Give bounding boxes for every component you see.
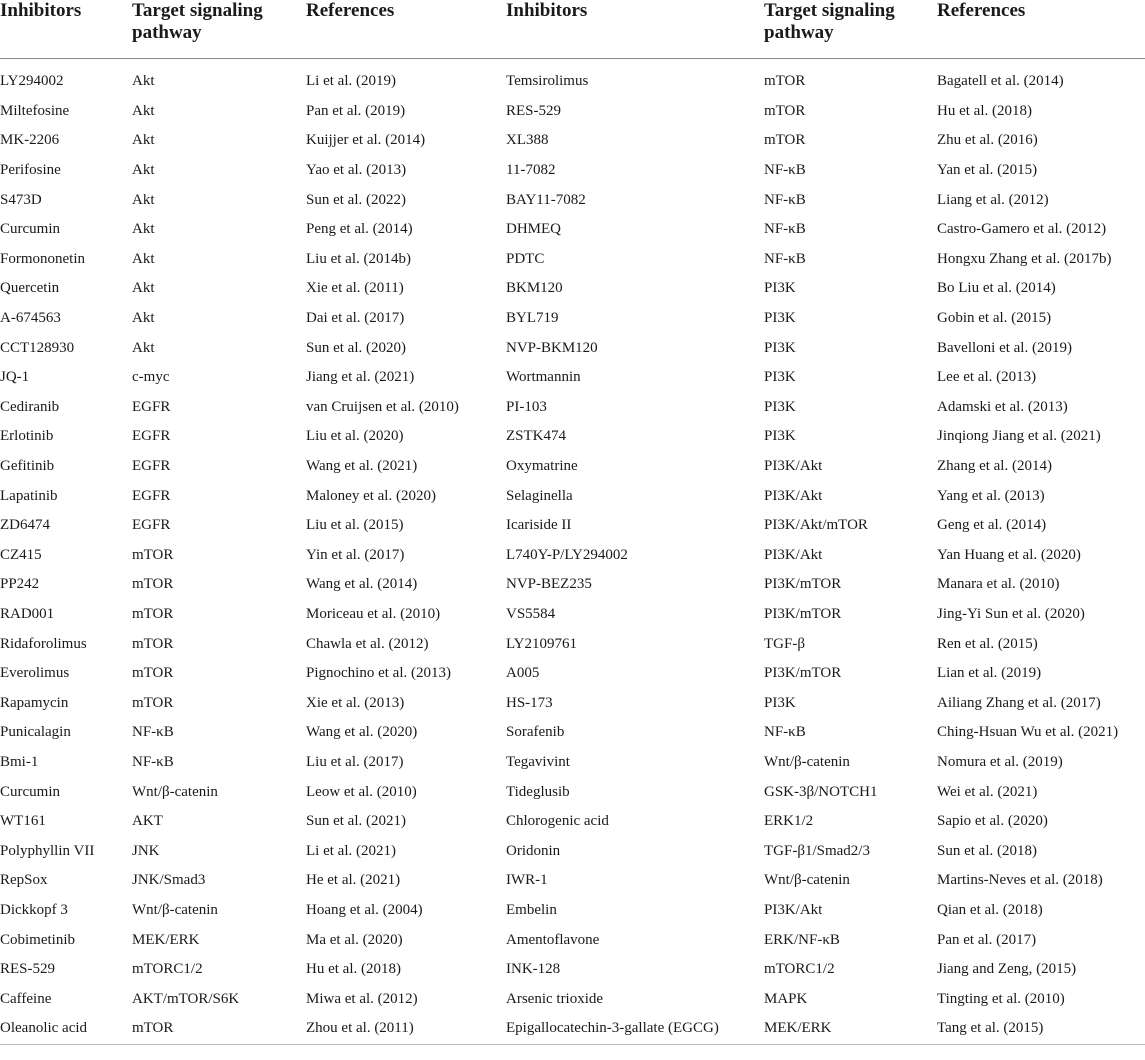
table-row: [0, 126, 1145, 156]
table-body: [0, 59, 1145, 1045]
inhibitor-cell: RAD001: [0, 605, 55, 622]
table-row: [0, 688, 1145, 718]
table-row: [0, 422, 1145, 452]
reference-cell: Jiang and Zeng, (2015): [937, 961, 1077, 978]
pathway-cell: NF-κB: [764, 191, 806, 208]
pathway-cell: PI3K: [764, 280, 796, 297]
reference-cell: van Cruijsen et al. (2010): [306, 398, 459, 415]
reference-cell: Gobin et al. (2015): [937, 310, 1052, 327]
inhibitor-cell: Polyphyllin VII: [0, 842, 95, 859]
inhibitor-cell: CZ415: [0, 546, 42, 563]
reference-cell: Sun et al. (2021): [306, 813, 406, 830]
inhibitor-cell: Oridonin: [506, 842, 561, 859]
reference-cell: Wang et al. (2014): [306, 576, 418, 593]
inhibitor-cell: LY2109761: [506, 635, 577, 652]
table-row: [0, 274, 1145, 304]
inhibitor-cell: Embelin: [506, 901, 557, 918]
pathway-cell: Akt: [132, 162, 155, 179]
pathway-cell: MEK/ERK: [764, 1014, 937, 1044]
pathway-cell: Wnt/β-catenin: [764, 872, 850, 889]
inhibitor-cell: Curcumin: [0, 221, 60, 238]
inhibitor-cell: NVP-BKM120: [506, 339, 598, 356]
inhibitor-cell: Formononetin: [0, 250, 85, 267]
reference-cell: Zhu et al. (2016): [937, 132, 1038, 149]
reference-cell: Tang et al. (2015): [937, 1014, 1145, 1044]
inhibitor-cell: Lapatinib: [0, 487, 58, 504]
inhibitor-cell: Perifosine: [0, 162, 61, 179]
pathway-cell: mTOR: [764, 102, 806, 119]
inhibitor-cell: Tegavivint: [506, 753, 570, 770]
inhibitor-cell: IWR-1: [506, 872, 548, 889]
pathway-cell: mTOR: [764, 132, 806, 149]
reference-cell: Pignochino et al. (2013): [306, 665, 451, 682]
reference-cell: Lee et al. (2013): [937, 369, 1037, 386]
inhibitor-cell: NVP-BEZ235: [506, 576, 592, 593]
pathway-cell: Akt: [132, 102, 155, 119]
inhibitor-cell: LY294002: [0, 73, 64, 90]
reference-cell: Miwa et al. (2012): [306, 990, 418, 1007]
table-row: [0, 836, 1145, 866]
inhibitor-cell: Cediranib: [0, 398, 60, 415]
pathway-cell: mTOR: [132, 605, 174, 622]
pathway-cell: NF-κB: [764, 162, 806, 179]
inhibitor-cell: JQ-1: [0, 369, 30, 386]
header-inhibitors-2: Inhibitors: [506, 0, 764, 59]
reference-cell: He et al. (2021): [306, 872, 401, 889]
table-row: [0, 955, 1145, 985]
pathway-cell: Akt: [132, 310, 155, 327]
table-row: [0, 481, 1145, 511]
pathway-cell: Akt: [132, 191, 155, 208]
inhibitor-cell: Caffeine: [0, 990, 52, 1007]
reference-cell: Nomura et al. (2019): [937, 753, 1063, 770]
pathway-cell: NF-κB: [764, 221, 806, 238]
table-row: [0, 363, 1145, 393]
reference-cell: Manara et al. (2010): [937, 576, 1060, 593]
pathway-cell: AKT: [132, 813, 163, 830]
table-row: [0, 1014, 1145, 1044]
pathway-cell: PI3K/Akt: [764, 546, 823, 563]
reference-cell: Martins-Neves et al. (2018): [937, 872, 1103, 889]
inhibitor-cell: Temsirolimus: [506, 73, 589, 90]
reference-cell: Liu et al. (2015): [306, 517, 404, 534]
reference-cell: Geng et al. (2014): [937, 517, 1047, 534]
inhibitor-cell: BAY11-7082: [506, 191, 586, 208]
pathway-cell: mTOR: [132, 546, 174, 563]
reference-cell: Li et al. (2021): [306, 842, 396, 859]
reference-cell: Pan et al. (2017): [937, 931, 1037, 948]
table-row: [0, 393, 1145, 423]
pathway-cell: ERK/NF-κB: [764, 931, 840, 948]
reference-cell: Sun et al. (2022): [306, 191, 406, 208]
pathway-cell: JNK/Smad3: [132, 872, 206, 889]
pathway-cell: PI3K: [764, 428, 796, 445]
reference-cell: Bagatell et al. (2014): [937, 73, 1064, 90]
inhibitor-cell: Arsenic trioxide: [506, 990, 604, 1007]
pathway-cell: PI3K/mTOR: [764, 665, 842, 682]
pathway-cell: PI3K/mTOR: [764, 605, 842, 622]
pathway-cell: Akt: [132, 339, 155, 356]
reference-cell: Wei et al. (2021): [937, 783, 1038, 800]
inhibitor-cell: Selaginella: [506, 487, 573, 504]
pathway-cell: NF-κB: [764, 724, 806, 741]
inhibitor-cell: RES-529: [0, 961, 56, 978]
table-row: [0, 304, 1145, 334]
pathway-cell: PI3K: [764, 310, 796, 327]
inhibitor-cell: Amentoflavone: [506, 931, 600, 948]
table-row: [0, 541, 1145, 571]
pathway-cell: PI3K/Akt: [764, 458, 823, 475]
pathway-cell: c-myc: [132, 369, 170, 386]
inhibitor-cell: RES-529: [506, 102, 562, 119]
pathway-cell: NF-κB: [132, 724, 174, 741]
pathway-cell: PI3K/Akt: [764, 487, 823, 504]
pathway-cell: Wnt/β-catenin: [132, 783, 218, 800]
header-row: [0, 0, 1145, 59]
reference-cell: Wang et al. (2021): [306, 458, 418, 475]
inhibitor-cell: ZD6474: [0, 517, 50, 534]
reference-cell: Liu et al. (2014b): [306, 250, 411, 267]
pathway-cell: ERK1/2: [764, 813, 814, 830]
pathway-cell: PI3K/mTOR: [764, 576, 842, 593]
inhibitor-cell: S473D: [0, 191, 42, 208]
table-row: [0, 718, 1145, 748]
inhibitor-cell: PDTC: [506, 250, 545, 267]
pathway-cell: mTOR: [132, 635, 174, 652]
pathway-cell: JNK: [132, 842, 160, 859]
reference-cell: Wang et al. (2020): [306, 724, 418, 741]
reference-cell: Zhou et al. (2011): [306, 1014, 506, 1044]
table-row: [0, 570, 1145, 600]
pathway-cell: TGF-β: [764, 635, 805, 652]
inhibitor-cell: Curcumin: [0, 783, 60, 800]
inhibitor-cell: L740Y-P/LY294002: [506, 546, 628, 563]
table-row: [0, 925, 1145, 955]
pathway-cell: NF-κB: [132, 753, 174, 770]
pathway-cell: mTORC1/2: [764, 961, 835, 978]
reference-cell: Ching-Hsuan Wu et al. (2021): [937, 724, 1119, 741]
pathway-cell: Wnt/β-catenin: [132, 901, 218, 918]
inhibitor-cell: MK-2206: [0, 132, 60, 149]
reference-cell: Yin et al. (2017): [306, 546, 405, 563]
reference-cell: Lian et al. (2019): [937, 665, 1042, 682]
reference-cell: Peng et al. (2014): [306, 221, 413, 238]
pathway-cell: PI3K: [764, 398, 796, 415]
reference-cell: Bavelloni et al. (2019): [937, 339, 1072, 356]
inhibitor-cell: RepSox: [0, 872, 48, 889]
reference-cell: Kuijjer et al. (2014): [306, 132, 426, 149]
table-row: [0, 452, 1145, 482]
inhibitor-cell: HS-173: [506, 694, 553, 711]
inhibitor-cell: Gefitinib: [0, 458, 55, 475]
inhibitor-cell: Sorafenib: [506, 724, 565, 741]
reference-cell: Jiang et al. (2021): [306, 369, 415, 386]
reference-cell: Hu et al. (2018): [937, 102, 1032, 119]
reference-cell: Yang et al. (2013): [937, 487, 1045, 504]
reference-cell: Hongxu Zhang et al. (2017b): [937, 250, 1112, 267]
reference-cell: Qian et al. (2018): [937, 901, 1043, 918]
pathway-cell: GSK-3β/NOTCH1: [764, 783, 878, 800]
reference-cell: Dai et al. (2017): [306, 310, 405, 327]
table-row: [0, 748, 1145, 778]
inhibitor-cell: Rapamycin: [0, 694, 69, 711]
reference-cell: Sapio et al. (2020): [937, 813, 1048, 830]
reference-cell: Chawla et al. (2012): [306, 635, 429, 652]
pathway-cell: EGFR: [132, 428, 171, 445]
inhibitor-cell: ZSTK474: [506, 428, 566, 445]
pathway-cell: Akt: [132, 73, 155, 90]
reference-cell: Ma et al. (2020): [306, 931, 403, 948]
header-target-pathway-2: Target signaling pathway: [764, 0, 937, 59]
pathway-cell: PI3K: [764, 369, 796, 386]
inhibitor-cell: Punicalagin: [0, 724, 71, 741]
pathway-cell: Akt: [132, 250, 155, 267]
reference-cell: Pan et al. (2019): [306, 102, 406, 119]
pathway-cell: TGF-β1/Smad2/3: [764, 842, 870, 859]
inhibitor-cell: VS5584: [506, 605, 556, 622]
table-row: [0, 866, 1145, 896]
reference-cell: Jinqiong Jiang et al. (2021): [937, 428, 1101, 445]
inhibitor-cell: Epigallocatechin-3-gallate (EGCG): [506, 1014, 764, 1044]
inhibitor-cell: Wortmannin: [506, 369, 581, 386]
pathway-cell: AKT/mTOR/S6K: [132, 990, 240, 1007]
reference-cell: Hu et al. (2018): [306, 961, 401, 978]
table-row: [0, 97, 1145, 127]
pathway-cell: mTOR: [764, 73, 806, 90]
table-row: [0, 333, 1145, 363]
reference-cell: Castro-Gamero et al. (2012): [937, 221, 1107, 238]
header-references-2: References: [937, 0, 1145, 59]
inhibitor-cell: INK-128: [506, 961, 561, 978]
table-row: [0, 896, 1145, 926]
pathway-cell: PI3K: [764, 694, 796, 711]
reference-cell: Liu et al. (2020): [306, 428, 404, 445]
table-row: [0, 511, 1145, 541]
table-row: [0, 156, 1145, 186]
inhibitor-cell: Ridaforolimus: [0, 635, 87, 652]
reference-cell: Tingting et al. (2010): [937, 990, 1065, 1007]
table-row: [0, 185, 1145, 215]
reference-cell: Yan Huang et al. (2020): [937, 546, 1081, 563]
inhibitor-cell: Tideglusib: [506, 783, 570, 800]
inhibitor-cell: Oleanolic acid: [0, 1014, 132, 1044]
inhibitor-cell: Erlotinib: [0, 428, 54, 445]
pathway-cell: Wnt/β-catenin: [764, 753, 850, 770]
inhibitor-cell: Everolimus: [0, 665, 70, 682]
inhibitor-cell: Quercetin: [0, 280, 60, 297]
reference-cell: Maloney et al. (2020): [306, 487, 436, 504]
pathway-cell: Akt: [132, 221, 155, 238]
reference-cell: Xie et al. (2011): [306, 280, 404, 297]
inhibitor-cell: PI-103: [506, 398, 547, 415]
reference-cell: Zhang et al. (2014): [937, 458, 1052, 475]
table-row: [0, 807, 1145, 837]
inhibitor-cell: PP242: [0, 576, 40, 593]
pathway-cell: mTOR: [132, 694, 174, 711]
inhibitor-cell: A-674563: [0, 310, 61, 327]
inhibitor-cell: 11-7082: [506, 162, 556, 179]
reference-cell: Yao et al. (2013): [306, 162, 407, 179]
reference-cell: Li et al. (2019): [306, 73, 396, 90]
table-header: [0, 0, 1145, 59]
reference-cell: Moriceau et al. (2010): [306, 605, 441, 622]
reference-cell: Liang et al. (2012): [937, 191, 1049, 208]
pathway-cell: mTORC1/2: [132, 961, 203, 978]
table-row: [0, 777, 1145, 807]
pathway-cell: MEK/ERK: [132, 931, 200, 948]
reference-cell: Jing-Yi Sun et al. (2020): [937, 605, 1085, 622]
table-row: [0, 659, 1145, 689]
header-target-pathway: Target signaling pathway: [132, 0, 306, 59]
table-row: [0, 59, 1145, 97]
pathway-cell: mTOR: [132, 1014, 306, 1044]
inhibitor-cell: Chlorogenic acid: [506, 813, 609, 830]
pathway-cell: EGFR: [132, 398, 171, 415]
inhibitor-cell: Dickkopf 3: [0, 901, 68, 918]
inhibitor-cell: Bmi-1: [0, 753, 39, 770]
inhibitor-cell: CCT128930: [0, 339, 75, 356]
reference-cell: Liu et al. (2017): [306, 753, 404, 770]
header-inhibitors: Inhibitors: [0, 0, 132, 59]
inhibitor-cell: Oxymatrine: [506, 458, 578, 475]
pathway-cell: PI3K/Akt/mTOR: [764, 517, 868, 534]
reference-cell: Yan et al. (2015): [937, 162, 1038, 179]
table-row: [0, 245, 1145, 275]
reference-cell: Hoang et al. (2004): [306, 901, 423, 918]
table-row: [0, 215, 1145, 245]
inhibitor-cell: Cobimetinib: [0, 931, 75, 948]
inhibitor-cell: WT161: [0, 813, 46, 830]
reference-cell: Bo Liu et al. (2014): [937, 280, 1056, 297]
reference-cell: Sun et al. (2020): [306, 339, 406, 356]
pathway-cell: Akt: [132, 280, 155, 297]
pathway-cell: EGFR: [132, 458, 171, 475]
pathway-cell: EGFR: [132, 517, 171, 534]
inhibitor-cell: DHMEQ: [506, 221, 561, 238]
table-row: [0, 629, 1145, 659]
pathway-cell: EGFR: [132, 487, 171, 504]
table-row: [0, 984, 1145, 1014]
inhibitor-cell: Miltefosine: [0, 102, 70, 119]
reference-cell: Sun et al. (2018): [937, 842, 1037, 859]
reference-cell: Adamski et al. (2013): [937, 398, 1068, 415]
reference-cell: Xie et al. (2013): [306, 694, 405, 711]
reference-cell: Leow et al. (2010): [306, 783, 417, 800]
inhibitor-cell: BYL719: [506, 310, 559, 327]
inhibitor-cell: A005: [506, 665, 540, 682]
reference-cell: Ailiang Zhang et al. (2017): [937, 694, 1101, 711]
inhibitor-cell: Icariside II: [506, 517, 572, 534]
pathway-cell: NF-κB: [764, 250, 806, 267]
inhibitor-cell: BKM120: [506, 280, 563, 297]
table-row: [0, 600, 1145, 630]
pathway-cell: PI3K/Akt: [764, 901, 823, 918]
pathway-cell: mTOR: [132, 665, 174, 682]
header-references: References: [306, 0, 506, 59]
inhibitor-cell: XL388: [506, 132, 549, 149]
pathway-cell: MAPK: [764, 990, 808, 1007]
reference-cell: Ren et al. (2015): [937, 635, 1038, 652]
pathway-cell: mTOR: [132, 576, 174, 593]
pathway-cell: PI3K: [764, 339, 796, 356]
pathway-cell: Akt: [132, 132, 155, 149]
